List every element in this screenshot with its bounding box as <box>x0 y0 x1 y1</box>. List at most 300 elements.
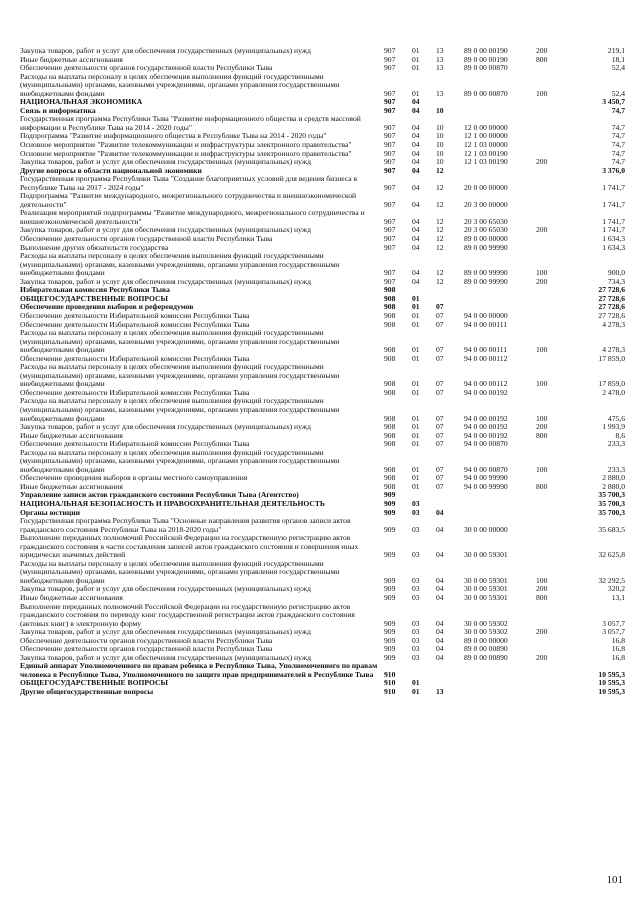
section-code-cell: 04 <box>412 234 420 244</box>
amount-cell: 17 859,0 <box>598 379 625 389</box>
grbs-code-cell: 908 <box>384 439 396 449</box>
subsection-code-cell: 12 <box>436 234 444 244</box>
expense-name-cell: Обеспечение деятельности Избирательной комиссии Республики Тыва <box>20 319 250 329</box>
table-row <box>20 252 625 278</box>
grbs-code-cell: 907 <box>384 97 396 107</box>
target-article-cell: 89 0 00 00190 <box>464 54 508 64</box>
target-article-cell: 94 0 00 00112 <box>464 353 508 363</box>
amount-cell: 16,8 <box>611 635 625 645</box>
amount-cell: 27 728,6 <box>598 285 625 295</box>
subsection-code-cell: 12 <box>436 182 444 192</box>
table-row <box>20 603 625 629</box>
expense-name-cell: Иные бюджетные ассигнования <box>20 54 123 64</box>
section-code-cell: 01 <box>412 345 420 355</box>
expense-type-cell <box>536 389 570 398</box>
section-code-cell: 01 <box>412 439 420 449</box>
expense-name-cell: Расходы на выплаты персоналу в целях обеспечения выполнения функций государственными (муниципальными) органами, казенными учреждениями, органами управления государственными внебюджетными фондами <box>20 447 340 474</box>
expense-name-cell: Обеспечение деятельности органов государственной власти Республики Тыва <box>20 234 273 244</box>
expense-name-cell: НАЦИОНАЛЬНАЯ ЭКОНОМИКА <box>20 97 143 107</box>
target-article-cell: 94 0 00 99990 <box>464 481 508 491</box>
section-code-cell: 01 <box>412 413 420 423</box>
section-code-cell: 03 <box>412 652 420 662</box>
subsection-code-cell: 13 <box>436 88 444 98</box>
grbs-code-cell: 909 <box>384 507 396 517</box>
page-number: 101 <box>606 874 623 886</box>
subsection-code-cell: 04 <box>436 507 444 517</box>
expense-name-cell: Основное мероприятие "Развитие телекоммуникации и инфраструктуры электронного правительства" <box>20 140 352 150</box>
expense-type-cell <box>536 303 570 312</box>
expense-name-cell: Расходы на выплаты персоналу в целях обеспечения выполнения функций государственными (муниципальными) органами, казенными учреждениями, органами управления государственными внебюджетными фондами <box>20 362 340 389</box>
target-article-cell: 94 0 00 00192 <box>464 413 508 423</box>
target-article-cell: 94 0 00 00192 <box>464 430 508 440</box>
grbs-code-cell: 908 <box>384 481 396 491</box>
target-article-cell: 94 0 00 00192 <box>464 422 508 432</box>
grbs-code-cell: 907 <box>384 268 396 278</box>
grbs-code-cell: 908 <box>384 285 396 295</box>
expense-name-cell: НАЦИОНАЛЬНАЯ БЕЗОПАСНОСТЬ И ПРАВООХРАНИТЕЛЬНАЯ ДЕЯТЕЛЬНОСТЬ <box>20 498 325 508</box>
target-article-cell: 20 3 00 00000 <box>464 199 508 209</box>
expense-type-cell <box>536 235 570 244</box>
section-code-cell: 04 <box>412 157 420 167</box>
grbs-code-cell: 907 <box>384 165 396 175</box>
amount-cell: 1 634,3 <box>602 234 625 244</box>
section-code-cell: 03 <box>412 575 420 585</box>
amount-cell: 1 741,7 <box>602 199 625 209</box>
grbs-code-cell: 907 <box>384 122 396 132</box>
grbs-code-cell: 907 <box>384 276 396 286</box>
expense-type-cell <box>536 637 570 646</box>
amount-cell: 52,4 <box>611 63 625 73</box>
budget-table <box>20 47 625 697</box>
expense-type-cell <box>536 688 570 697</box>
expense-type-cell <box>536 141 570 150</box>
table-row <box>20 175 625 192</box>
target-article-cell: 30 0 00 59301 <box>464 584 508 594</box>
expense-name-cell: Расходы на выплаты персоналу в целях обеспечения выполнения функций государственными (муниципальными) органами, казенными учреждениями, органами управления государственными внебюджетными фондами <box>20 558 340 585</box>
target-article-cell: 12 0 00 00000 <box>464 122 508 132</box>
subsection-code-cell: 07 <box>436 379 444 389</box>
amount-cell: 27 728,6 <box>598 310 625 320</box>
expense-name-cell: Выполнение переданных полномочий Российской Федерации на государственную регистрацию актов гражданского состояния по переводу книг государственной регистрации актов гражданского состояния (актовых книг) в электронную форму <box>20 601 355 628</box>
section-code-cell: 01 <box>412 379 420 389</box>
section-code-cell: 04 <box>412 182 420 192</box>
target-article-cell: 94 0 00 00000 <box>464 310 508 320</box>
amount-cell: 1 634,3 <box>602 242 625 252</box>
expense-type-cell <box>536 295 570 304</box>
target-article-cell: 30 0 00 59301 <box>464 575 508 585</box>
section-code-cell: 04 <box>412 276 420 286</box>
section-code-cell: 04 <box>412 242 420 252</box>
target-article-cell <box>464 500 536 509</box>
target-article-cell: 30 0 00 59301 <box>464 550 508 560</box>
target-article-cell <box>464 679 536 688</box>
expense-type-cell <box>536 107 570 116</box>
amount-cell: 3 450,7 <box>602 97 625 107</box>
subsection-code-cell: 07 <box>436 481 444 491</box>
target-article-cell: 89 0 00 00890 <box>464 652 508 662</box>
target-article-cell <box>464 662 536 679</box>
expense-type-cell <box>536 321 570 330</box>
section-code-cell: 03 <box>412 593 420 602</box>
amount-cell: 13,1 <box>611 593 625 602</box>
expense-name-cell: Управление записи актов гражданского состояния Республики Тыва (Агентство) <box>20 490 299 500</box>
grbs-code-cell: 907 <box>384 140 396 150</box>
expense-type-cell <box>536 192 570 209</box>
subsection-code-cell: 04 <box>436 584 444 594</box>
amount-cell: 16,8 <box>611 652 625 662</box>
amount-cell: 4 278,3 <box>602 319 625 329</box>
amount-cell: 17 859,0 <box>598 353 625 363</box>
grbs-code-cell: 908 <box>384 310 396 320</box>
table-row <box>20 662 625 679</box>
target-article-cell: 12 1 03 00190 <box>464 157 508 167</box>
grbs-code-cell: 909 <box>384 593 396 602</box>
expense-name-cell: Связь и информатика <box>20 105 96 115</box>
expense-name-cell: Закупка товаров, работ и услуг для обеспечения государственных (муниципальных) нужд <box>20 225 311 235</box>
amount-cell: 18,1 <box>611 54 625 64</box>
grbs-code-cell: 909 <box>384 652 396 662</box>
expense-type-cell <box>536 209 570 226</box>
expense-type-cell <box>536 517 570 534</box>
amount-cell: 74,7 <box>611 140 625 150</box>
expense-name-cell: Закупка товаров, работ и услуг для обеспечения государственных (муниципальных) нужд <box>20 652 311 662</box>
table-row <box>20 500 625 509</box>
expense-type-cell <box>536 286 570 295</box>
subsection-code-cell: 10 <box>436 140 444 150</box>
table-row <box>20 73 625 99</box>
expense-name-cell: Закупка товаров, работ и услуг для обеспечения государственных (муниципальных) нужд <box>20 276 311 286</box>
table-row <box>20 449 625 475</box>
grbs-code-cell: 908 <box>384 302 396 312</box>
subsection-code-cell <box>436 286 464 295</box>
subsection-code-cell: 07 <box>436 353 444 363</box>
expense-name-cell: Обеспечение деятельности Избирательной комиссии Республики Тыва <box>20 439 250 449</box>
grbs-code-cell: 908 <box>384 353 396 363</box>
grbs-code-cell: 909 <box>384 490 396 500</box>
subsection-code-cell: 07 <box>436 422 444 432</box>
section-code-cell: 01 <box>412 464 420 474</box>
target-article-cell: 12 1 03 00000 <box>464 140 508 150</box>
target-article-cell: 94 0 00 00192 <box>464 387 508 397</box>
expense-name-cell: Иные бюджетные ассигнования <box>20 481 123 491</box>
expense-name-cell: Расходы на выплаты персоналу в целях обеспечения выполнения функций государственными (муниципальными) органами, казенными учреждениями, органами управления государственными внебюджетными фондами <box>20 328 340 355</box>
expense-name-cell: Другие вопросы в области национальной экономики <box>20 165 202 175</box>
subsection-code-cell: 12 <box>436 199 444 209</box>
subsection-code-cell: 04 <box>436 593 444 602</box>
section-code-cell: 03 <box>412 635 420 645</box>
subsection-code-cell: 04 <box>436 652 444 662</box>
expense-name-cell: Обеспечение деятельности органов государственной власти Республики Тыва <box>20 63 273 73</box>
amount-cell: 233,3 <box>607 464 625 474</box>
table-row <box>20 329 625 355</box>
section-code-cell: 01 <box>412 687 420 697</box>
grbs-code-cell: 907 <box>384 105 396 115</box>
expense-name-cell: Единый аппарат Уполномоченного по правам ребенка в Республике Тыва, Уполномоченного по правам человека в Республике Тыва, Уполномоченного по защите прав предпринимателей в Республике Тыва <box>20 661 378 679</box>
grbs-code-cell: 909 <box>384 575 396 585</box>
expense-name-cell: Выполнение других обязательств государства <box>20 242 169 252</box>
expense-type-cell <box>536 440 570 449</box>
target-article-cell: 94 0 00 00870 <box>464 464 508 474</box>
target-article-cell: 89 0 00 00000 <box>464 234 508 244</box>
amount-cell: 2 880,0 <box>602 481 625 491</box>
grbs-code-cell: 907 <box>384 131 396 141</box>
grbs-code-cell: 908 <box>384 293 396 303</box>
expense-name-cell: Иные бюджетные ассигнования <box>20 430 123 440</box>
subsection-code-cell: 04 <box>436 627 444 637</box>
section-code-cell: 04 <box>412 122 420 132</box>
expense-type-cell <box>536 98 570 107</box>
section-code-cell: 01 <box>412 481 420 491</box>
grbs-code-cell: 908 <box>384 413 396 423</box>
amount-cell: 3 376,0 <box>602 165 625 175</box>
subsection-code-cell: 04 <box>436 635 444 645</box>
amount-cell: 32 292,5 <box>598 575 625 585</box>
expense-name-cell: Подпрограмма "Развитие информационного общества в Республике Тыва на 2014 - 2020 годы" <box>20 131 327 141</box>
expense-name-cell: Подпрограмма "Развитие международного, межрегионального сотрудничества и внешнеэкономической деятельности" <box>20 191 357 209</box>
grbs-code-cell: 908 <box>384 430 396 440</box>
section-code-cell: 04 <box>412 165 420 175</box>
target-article-cell: 94 0 00 00111 <box>464 345 508 355</box>
expense-name-cell: Расходы на выплаты персоналу в целях обеспечения выполнения функций государственными (муниципальными) органами, казенными учреждениями, органами управления государственными внебюджетными фондами <box>20 251 340 278</box>
expense-type-cell: 200 <box>536 584 548 594</box>
expense-name-cell: Расходы на выплаты персоналу в целях обеспечения выполнения функций государственными (муниципальными) органами, казенными учреждениями, органами управления государственными внебюджетными фондами <box>20 71 340 98</box>
target-article-cell <box>464 509 536 518</box>
section-code-cell: 03 <box>412 498 420 508</box>
expense-type-cell <box>536 603 570 629</box>
amount-cell: 1 993,9 <box>602 422 625 432</box>
expense-name-cell: ОБЩЕГОСУДАРСТВЕННЫЕ ВОПРОСЫ <box>20 293 168 303</box>
expense-name-cell: Обеспечение деятельности Избирательной комиссии Республики Тыва <box>20 353 250 363</box>
subsection-code-cell: 13 <box>436 54 444 64</box>
amount-cell: 32 625,8 <box>598 550 625 560</box>
amount-cell: 52,4 <box>611 88 625 98</box>
expense-type-cell: 100 <box>536 575 548 585</box>
amount-cell: 3 057,7 <box>602 618 625 628</box>
expense-name-cell: Обеспечение проведения выборов и референдумов <box>20 302 194 312</box>
section-code-cell: 04 <box>412 216 420 226</box>
expense-name-cell: ОБЩЕГОСУДАРСТВЕННЫЕ ВОПРОСЫ <box>20 678 168 688</box>
expense-name-cell: Избирательная комиссия Республики Тыва <box>20 285 170 295</box>
grbs-code-cell: 907 <box>384 46 396 55</box>
expense-name-cell: Расходы на выплаты персоналу в целях обеспечения выполнения функций государственными (муниципальными) органами, казенными учреждениями, органами управления государственными внебюджетными фондами <box>20 396 340 423</box>
expense-type-cell <box>536 115 570 132</box>
table-row <box>20 688 625 697</box>
expense-type-cell <box>536 244 570 253</box>
section-code-cell: 01 <box>412 387 420 397</box>
expense-type-cell: 100 <box>536 268 548 278</box>
budget-table-body <box>20 47 625 697</box>
target-article-cell: 20 3 00 65030 <box>464 216 508 226</box>
section-code-cell: 01 <box>412 63 420 73</box>
grbs-code-cell: 909 <box>384 550 396 560</box>
amount-cell: 10 595,3 <box>598 687 625 697</box>
subsection-code-cell: 07 <box>436 413 444 423</box>
amount-cell: 320,2 <box>607 584 625 594</box>
expense-name-cell: Закупка товаров, работ и услуг для обеспечения государственных (муниципальных) нужд <box>20 627 311 637</box>
grbs-code-cell: 909 <box>384 644 396 654</box>
subsection-code-cell: 07 <box>436 464 444 474</box>
grbs-code-cell: 907 <box>384 216 396 226</box>
grbs-code-cell: 907 <box>384 54 396 64</box>
subsection-code-cell: 12 <box>436 165 444 175</box>
grbs-code-cell: 909 <box>384 524 396 534</box>
subsection-code-cell: 10 <box>436 131 444 141</box>
subsection-code-cell: 07 <box>436 439 444 449</box>
subsection-code-cell: 04 <box>436 644 444 654</box>
grbs-code-cell: 908 <box>384 319 396 329</box>
table-row <box>20 192 625 209</box>
expense-type-cell: 100 <box>536 413 548 423</box>
section-code-cell <box>412 662 436 679</box>
table-row <box>20 397 625 423</box>
table-row <box>20 517 625 534</box>
expense-name-cell: Обеспечение деятельности органов государственной власти Республики Тыва <box>20 635 273 645</box>
expense-type-cell: 800 <box>536 54 548 64</box>
table-row <box>20 534 625 560</box>
grbs-code-cell: 907 <box>384 199 396 209</box>
target-article-cell: 94 0 00 00112 <box>464 379 508 389</box>
expense-name-cell: Реализация мероприятий подпрограммы "Развитие международного, межрегионального сотрудничества и внешнеэкономической деятельности" <box>20 208 365 226</box>
grbs-code-cell: 910 <box>384 687 396 697</box>
amount-cell: 74,7 <box>611 122 625 132</box>
section-code-cell: 03 <box>412 550 420 560</box>
amount-cell: 219,1 <box>607 46 625 55</box>
expense-name-cell: Государственная программа Республики Тыва "Развитие информационного общества и средств массовой информации в Республике Тыва на 2014 - 2020 годы" <box>20 114 361 132</box>
expense-type-cell <box>536 509 570 518</box>
expense-type-cell: 800 <box>536 430 548 440</box>
target-article-cell: 30 0 00 59302 <box>464 627 508 637</box>
expense-type-cell <box>536 312 570 321</box>
target-article-cell <box>464 107 536 116</box>
amount-cell: 74,7 <box>611 148 625 158</box>
section-code-cell: 01 <box>412 302 420 312</box>
expense-name-cell: Органы юстиции <box>20 507 80 517</box>
expense-name-cell: Государственная программа Республики Тыва "Основные направления развития органов записи актов гражданского состояния Республики Тыва на 2018-2020 годы" <box>20 516 351 534</box>
subsection-code-cell: 12 <box>436 216 444 226</box>
expense-type-cell: 200 <box>536 157 548 167</box>
grbs-code-cell: 910 <box>384 678 396 688</box>
expense-type-cell <box>536 355 570 364</box>
section-code-cell: 01 <box>412 678 420 688</box>
section-code-cell: 01 <box>412 353 420 363</box>
section-code-cell: 04 <box>412 199 420 209</box>
target-article-cell <box>464 98 536 107</box>
target-article-cell: 30 0 00 00000 <box>464 524 508 534</box>
subsection-code-cell: 07 <box>436 302 444 312</box>
section-code-cell: 04 <box>412 268 420 278</box>
grbs-code-cell: 909 <box>384 635 396 645</box>
target-article-cell: 20 0 00 00000 <box>464 182 508 192</box>
subsection-code-cell: 07 <box>436 319 444 329</box>
subsection-code-cell: 07 <box>436 473 444 483</box>
amount-cell: 27 728,6 <box>598 293 625 303</box>
subsection-code-cell <box>436 662 464 679</box>
target-article-cell: 94 0 00 99990 <box>464 473 508 483</box>
subsection-code-cell: 13 <box>436 687 444 697</box>
target-article-cell: 94 0 00 00870 <box>464 439 508 449</box>
expense-type-cell <box>536 662 570 679</box>
expense-type-cell: 100 <box>536 464 548 474</box>
table-row <box>20 363 625 389</box>
section-code-cell: 04 <box>412 148 420 158</box>
amount-cell: 475,6 <box>607 413 625 423</box>
amount-cell: 35 700,3 <box>598 507 625 517</box>
subsection-code-cell: 13 <box>436 63 444 73</box>
section-code-cell: 01 <box>412 88 420 98</box>
expense-type-cell: 100 <box>536 88 548 98</box>
subsection-code-cell <box>436 491 464 500</box>
target-article-cell <box>464 167 536 176</box>
section-code-cell: 01 <box>412 422 420 432</box>
expense-name-cell: Закупка товаров, работ и услуг для обеспечения государственных (муниципальных) нужд <box>20 46 311 55</box>
expense-type-cell <box>536 175 570 192</box>
subsection-code-cell: 04 <box>436 575 444 585</box>
amount-cell: 1 741,7 <box>602 182 625 192</box>
amount-cell: 1 741,7 <box>602 216 625 226</box>
amount-cell: 74,7 <box>611 131 625 141</box>
subsection-code-cell: 10 <box>436 148 444 158</box>
subsection-code-cell: 07 <box>436 387 444 397</box>
grbs-code-cell: 907 <box>384 234 396 244</box>
subsection-code-cell: 13 <box>436 46 444 55</box>
grbs-code-cell: 909 <box>384 498 396 508</box>
section-code-cell: 04 <box>412 140 420 150</box>
section-code-cell: 01 <box>412 46 420 55</box>
target-article-cell: 89 0 00 99990 <box>464 268 508 278</box>
amount-cell: 35 700,3 <box>598 490 625 500</box>
subsection-code-cell: 07 <box>436 430 444 440</box>
grbs-code-cell: 909 <box>384 627 396 637</box>
grbs-code-cell: 907 <box>384 148 396 158</box>
expense-name-cell: Иные бюджетные ассигнования <box>20 593 123 602</box>
amount-cell: 10 595,3 <box>598 678 625 688</box>
expense-type-cell: 200 <box>536 225 548 235</box>
section-code-cell: 04 <box>412 131 420 141</box>
grbs-code-cell: 908 <box>384 387 396 397</box>
amount-cell: 3 057,7 <box>602 627 625 637</box>
section-code-cell: 04 <box>412 225 420 235</box>
amount-cell: 900,0 <box>607 268 625 278</box>
subsection-code-cell: 04 <box>436 524 444 534</box>
grbs-code-cell: 907 <box>384 157 396 167</box>
grbs-code-cell: 907 <box>384 225 396 235</box>
section-code-cell: 01 <box>412 319 420 329</box>
expense-name-cell: Другие общегосударственные вопросы <box>20 687 154 697</box>
subsection-code-cell: 12 <box>436 276 444 286</box>
expense-type-cell <box>536 167 570 176</box>
expense-name-cell: Основное мероприятие "Развитие телекоммуникации и инфраструктуры электронного правительства" <box>20 148 352 158</box>
target-article-cell: 12 1 03 00190 <box>464 148 508 158</box>
section-code-cell: 03 <box>412 584 420 594</box>
grbs-code-cell: 909 <box>384 584 396 594</box>
subsection-code-cell: 12 <box>436 242 444 252</box>
section-code-cell: 01 <box>412 293 420 303</box>
amount-cell: 1 741,7 <box>602 225 625 235</box>
expense-type-cell: 200 <box>536 627 548 637</box>
table-row <box>20 98 625 107</box>
table-row <box>20 115 625 132</box>
grbs-code-cell: 907 <box>384 182 396 192</box>
subsection-code-cell: 12 <box>436 225 444 235</box>
amount-cell: 74,7 <box>611 105 625 115</box>
section-code-cell: 03 <box>412 507 420 517</box>
section-code-cell: 04 <box>412 97 420 107</box>
expense-name-cell: Выполнение переданных полномочий Российской Федерации на государственную регистрацию актов гражданского состояния в части составления записей актов гражданского состояния и совершения иных юридически значимых действий <box>20 533 359 560</box>
target-article-cell <box>464 688 536 697</box>
target-article-cell: 89 0 00 99990 <box>464 276 508 286</box>
target-article-cell <box>464 286 536 295</box>
grbs-code-cell: 907 <box>384 242 396 252</box>
